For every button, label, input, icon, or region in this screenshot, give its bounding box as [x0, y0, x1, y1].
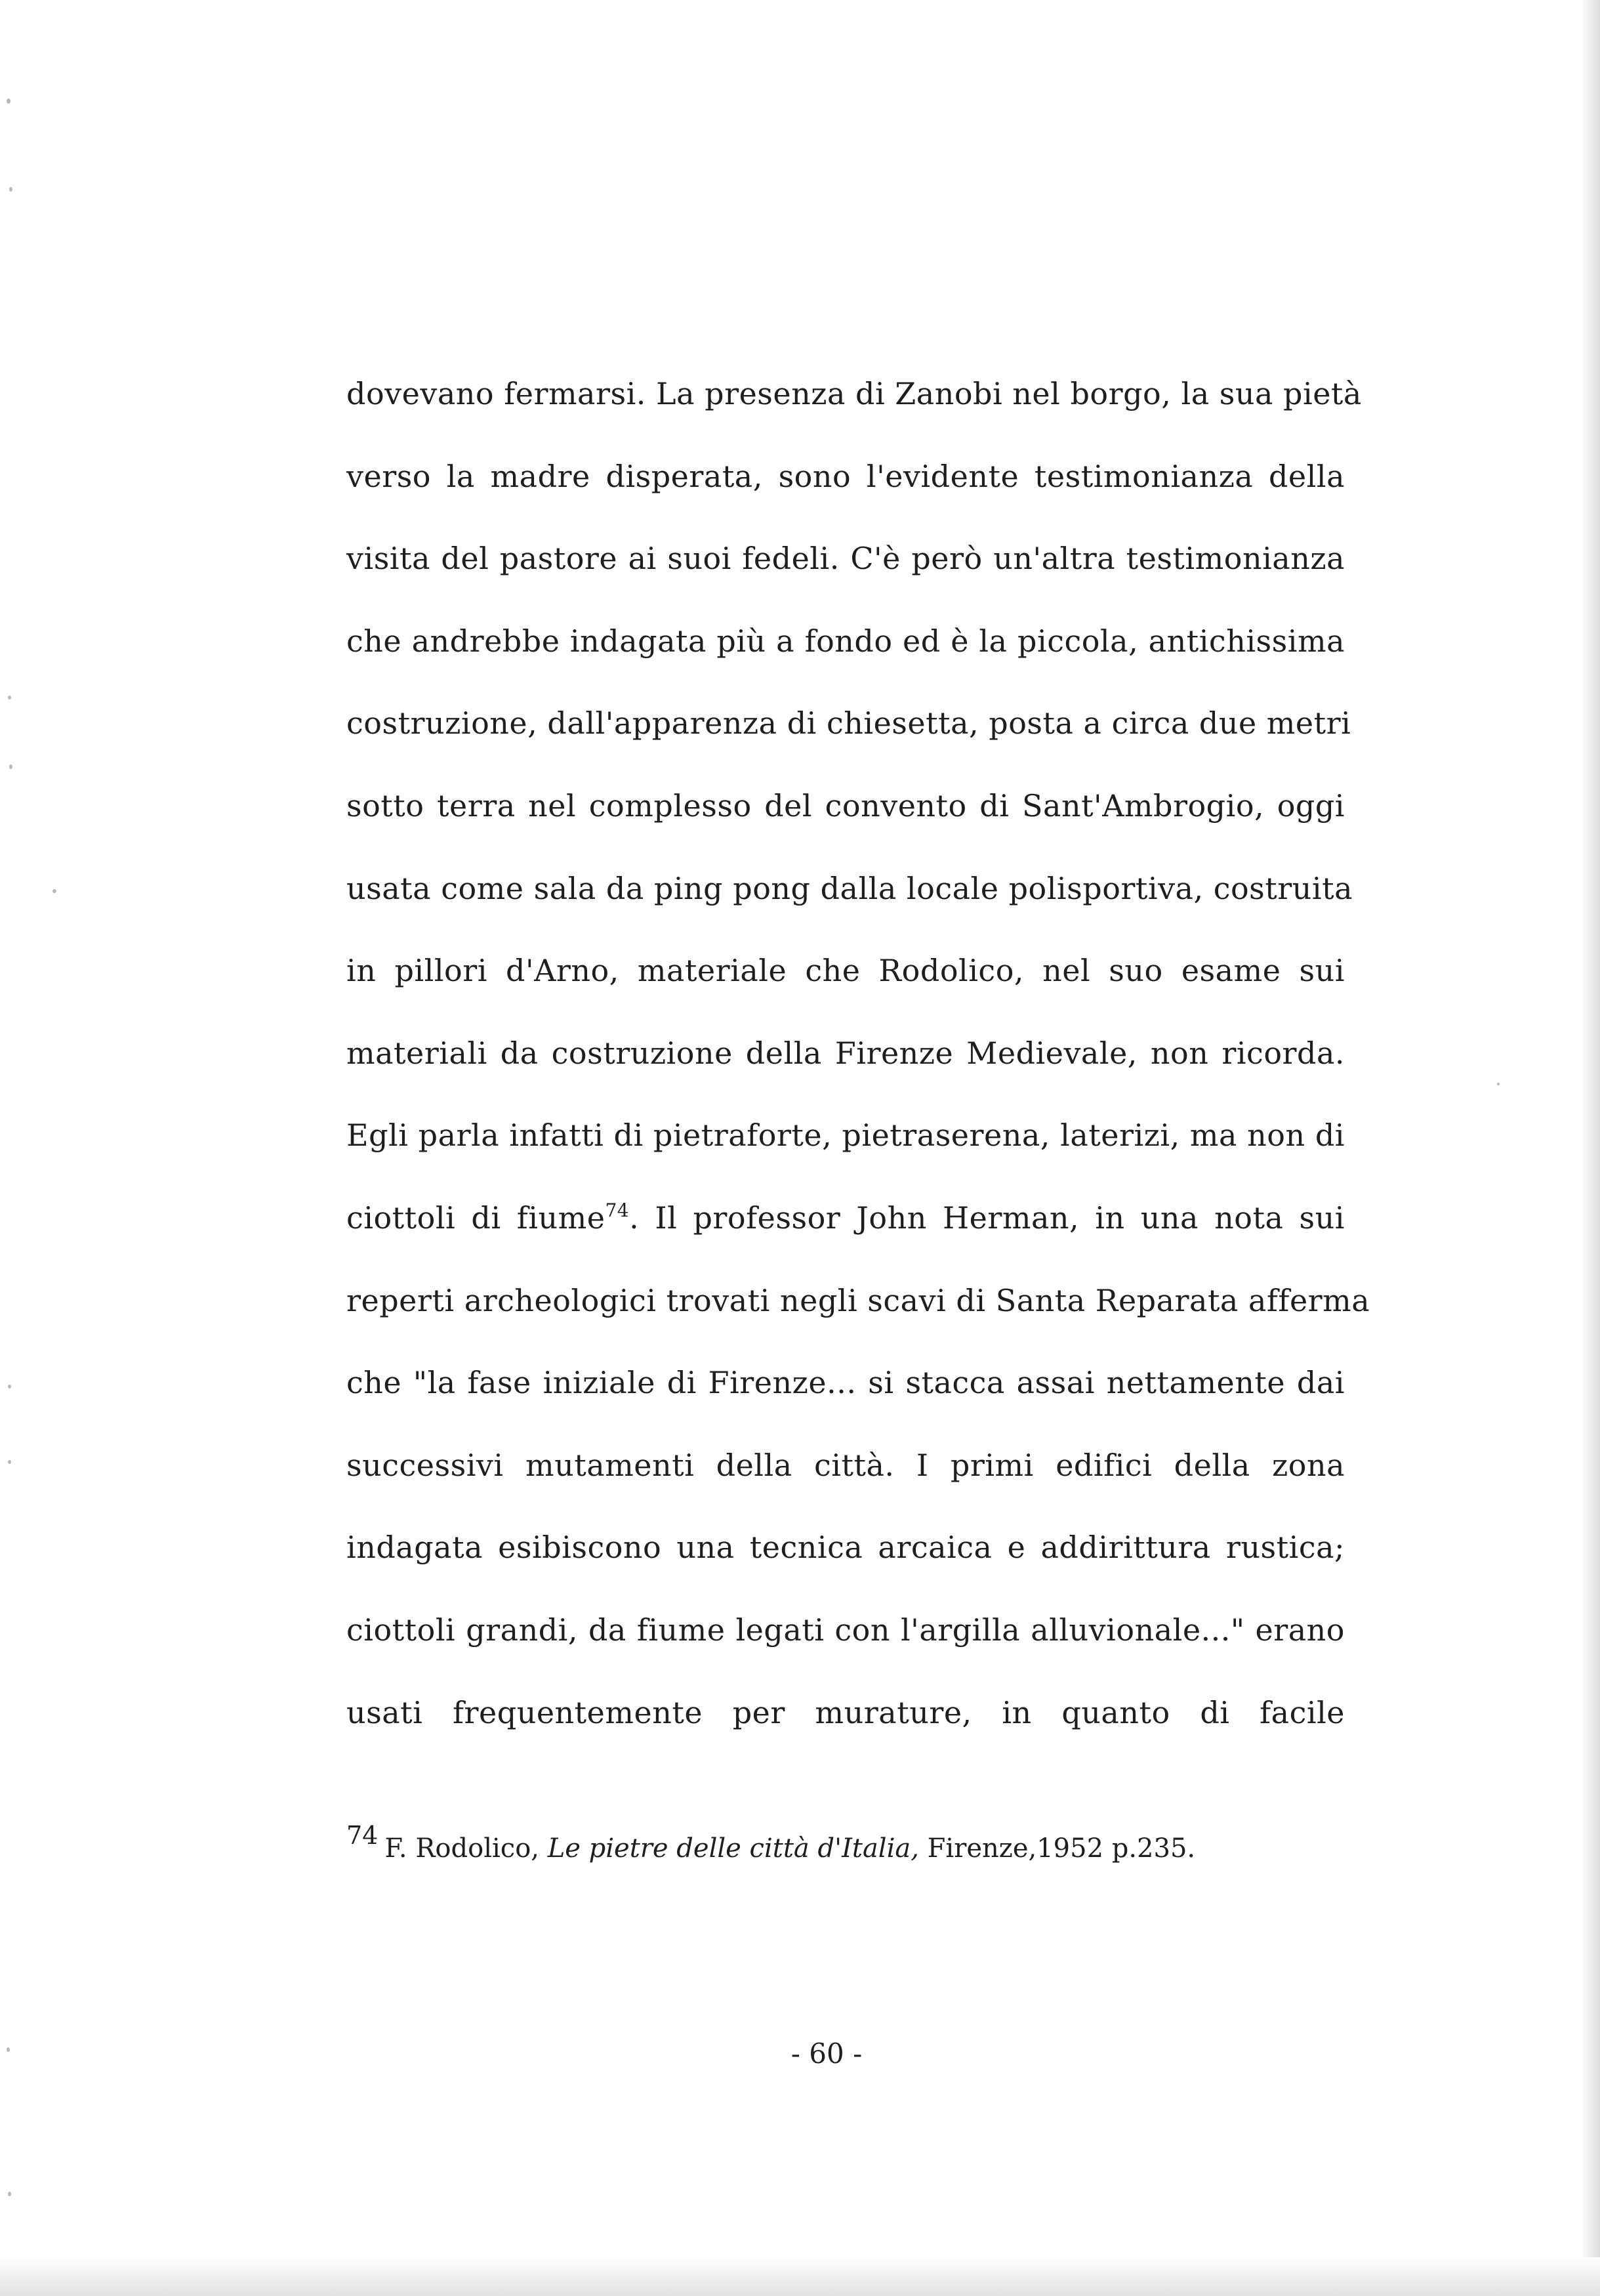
text-segment: ciottoli di fiume	[346, 1200, 605, 1236]
scan-speck	[7, 98, 10, 104]
scan-speck	[1497, 1083, 1500, 1085]
scan-speck	[9, 187, 12, 192]
body-paragraph	[346, 367, 1370, 1768]
footnote-title: Le pietre delle città d'Italia,	[547, 1833, 919, 1864]
text-line: reperti archeologici trovati negli scavi di Santa Reparata afferma	[346, 1282, 1370, 1318]
scan-speck	[9, 764, 12, 769]
text-line: verso la madre disperata, sono l'evidente testimonianza della	[346, 458, 1345, 494]
footnote	[346, 1819, 1345, 1878]
text-line: dovevano fermarsi. La presenza di Zanobi nel borgo, la sua pietà	[346, 376, 1362, 411]
text-segment: . Il professor John Herman, in una nota sui	[629, 1200, 1345, 1236]
text-line: in pillori d'Arno, materiale che Rodolico, nel suo esame sui	[346, 953, 1345, 989]
scan-speck	[8, 1385, 11, 1388]
text-line: usata come sala da ping pong dalla locale polisportiva, costruita	[346, 870, 1353, 906]
text-line: indagata esibiscono una tecnica arcaica e addirittura rustica;	[346, 1530, 1345, 1566]
text-line: sotto terra nel complesso del convento di Sant'Ambrogio, oggi	[346, 787, 1345, 824]
footnote-publication: Firenze,1952 p.235.	[927, 1833, 1196, 1864]
scan-speck	[7, 2047, 10, 2052]
scan-speck	[8, 696, 11, 699]
text-line: Egli parla infatti di pietraforte, pietraserena, laterizi, ma non di	[346, 1117, 1345, 1154]
text-line: visita del pastore ai suoi fedeli. C'è però un'altra testimonianza	[346, 541, 1345, 577]
text-line: costruzione, dall'apparenza di chiesetta, posta a circa due metri	[346, 705, 1351, 741]
text-line: che "la fase iniziale di Firenze... si stacca assai nettamente dai	[346, 1365, 1345, 1401]
text-line-with-footnote-ref	[346, 1192, 1345, 1274]
scan-speck	[8, 1460, 11, 1464]
scan-speck	[52, 889, 56, 893]
scan-edge-right	[1581, 0, 1600, 2296]
scan-speck	[8, 2192, 11, 2196]
scan-edge-bottom	[0, 2257, 1600, 2296]
text-line: successivi mutamenti della città. I primi edifici della zona	[346, 1447, 1345, 1483]
text-line: ciottoli grandi, da fiume legati con l'argilla alluvionale..." erano	[346, 1612, 1345, 1648]
footnote-author: F. Rodolico,	[384, 1833, 539, 1864]
text-line: che andrebbe indagata più a fondo ed è la piccola, antichissima	[346, 623, 1345, 659]
footnote-number: 74	[346, 1821, 379, 1850]
text-line: materiali da costruzione della Firenze Medievale, non ricorda.	[346, 1035, 1345, 1071]
footnote-reference[interactable]: 74	[605, 1199, 630, 1221]
page-number: - 60 -	[790, 2037, 863, 2070]
text-line: usati frequentemente per murature, in quanto di facile	[346, 1694, 1345, 1730]
